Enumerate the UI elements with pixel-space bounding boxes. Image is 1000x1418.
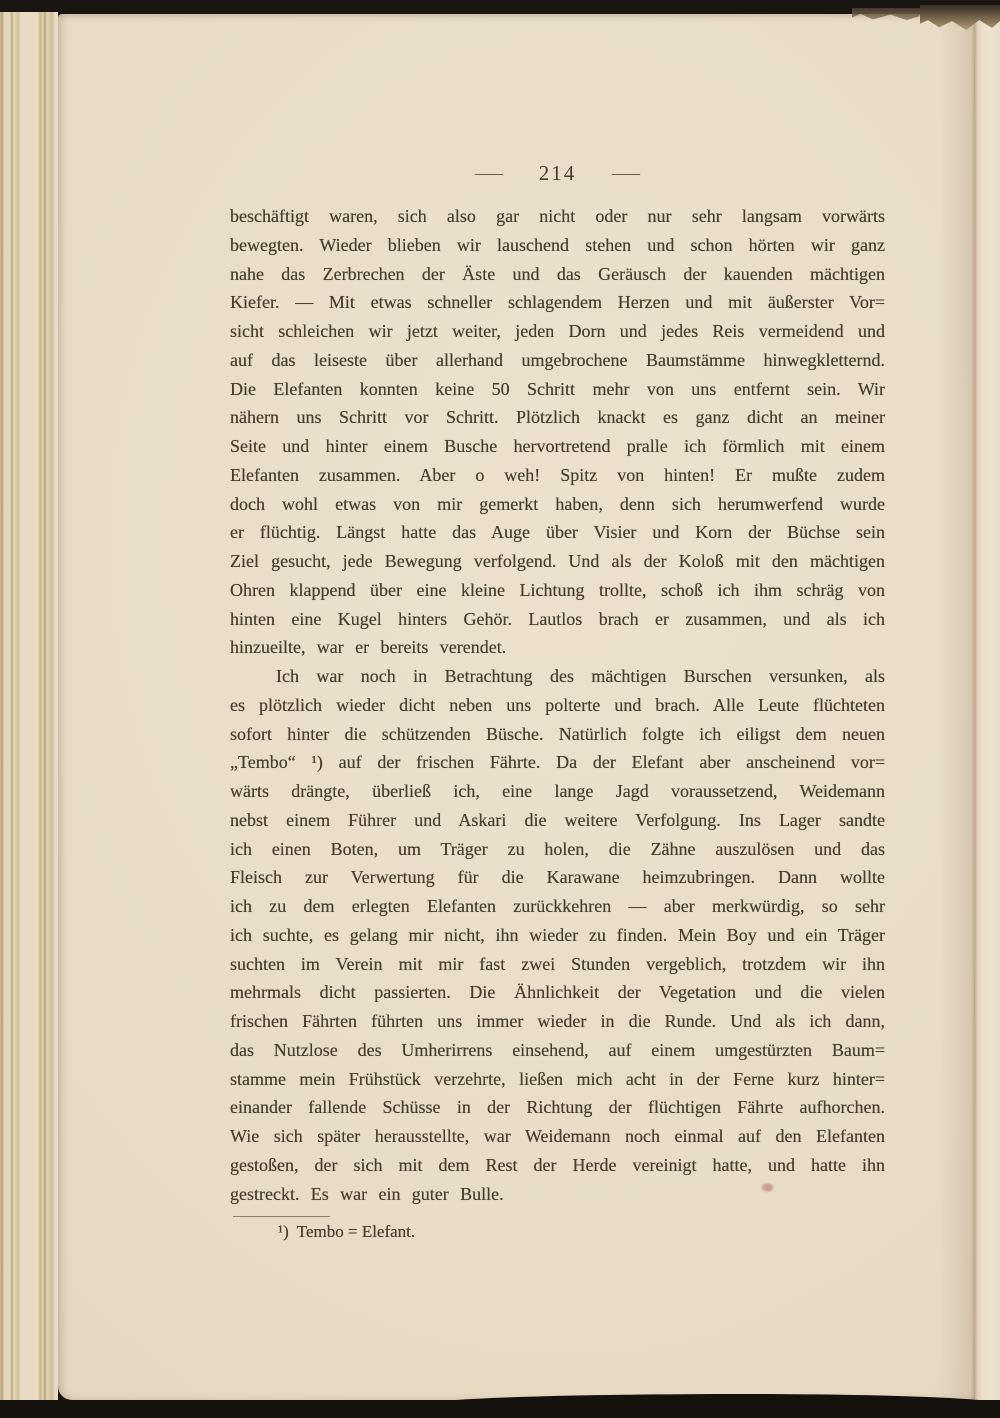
text-line: hinzueilte, war er bereits verendet. <box>230 637 507 658</box>
text-line: sicht schleichen wir jetzt weiter, jeden Dorn und jedes Reis vermeidend und <box>230 321 885 341</box>
header-dash-right: — <box>612 161 641 184</box>
text-line: Ziel gesucht, jede Bewegung verfolgend. Und als der Koloß mit den mächtigen <box>230 551 885 571</box>
stain-spot <box>760 1182 775 1193</box>
top-shadow-band <box>0 0 1000 13</box>
page-header <box>230 158 885 188</box>
text-line: frischen Fährten führten uns immer wieder in die Runde. Und als ich dann, <box>230 1011 885 1031</box>
text-line: gestoßen, der sich mit dem Rest der Herde vereinigt hatte, und hatte ihn <box>230 1154 885 1175</box>
text-line: auf das leiseste über allerhand umgebrochene Baumstämme hinwegkletternd. <box>230 349 885 370</box>
page-stack-edges <box>0 12 58 1406</box>
text-line: sofort hinter die schützenden Büsche. Natürlich folgte ich eiligst dem neuen <box>230 723 885 744</box>
binding-gutter <box>975 13 1000 1401</box>
text-line: Kiefer. — Mit etwas schneller schlagendem Herzen und mit äußerster Vor= <box>230 292 885 313</box>
footnote <box>230 1222 885 1242</box>
text-line: Fleisch zur Verwertung für die Karawane heimzubringen. Dann wollte <box>230 867 885 888</box>
text-line: suchten im Verein mit mir fast zwei Stunden vergeblich, trotzdem wir ihn <box>230 953 885 974</box>
text-line: nähern uns Schritt vor Schritt. Plötzlich knackt es ganz dicht an meiner <box>230 407 885 428</box>
text-line: er flüchtig. Längst hatte das Auge über Visier und Korn der Büchse sein <box>230 522 885 543</box>
text-line: mehrmals dicht passierten. Die Ähnlichkeit der Vegetation und die vielen <box>230 982 885 1003</box>
text-line: Wie sich später herausstellte, war Weidemann noch einmal auf den Elefanten <box>230 1126 885 1146</box>
text-line: nebst einem Führer und Askari die weitere Verfolgung. Ins Lager sandte <box>230 809 885 830</box>
text-line: es plötzlich wieder dicht neben uns polterte und brach. Alle Leute flüchteten <box>230 694 885 715</box>
page-surface <box>58 14 975 1400</box>
text-line: ich zu dem erlegten Elefanten zurückkehren — aber merkwürdig, so sehr <box>230 896 885 916</box>
text-line: gestreckt. Es war ein guter Bulle. <box>230 1183 504 1204</box>
text-line: doch wohl etwas von mir gemerkt haben, denn sich herumwerfend wurde <box>230 493 885 514</box>
text-line: stamme mein Frühstück verzehrte, ließen mich acht in der Ferne kurz hinter= <box>230 1068 885 1089</box>
text-line: ich suchte, es gelang mir nicht, ihn wieder zu finden. Mein Boy und ein Träger <box>230 924 885 945</box>
text-line: wärts drängte, überließ ich, eine lange Jagd voraussetzend, Weidemann <box>230 781 885 801</box>
text-line: Die Elefanten konnten keine 50 Schritt mehr von uns entfernt sein. Wir <box>230 378 885 399</box>
text-line: „Tembo“ ¹) auf der frischen Fährte. Da der Elefant aber anscheinend vor= <box>230 752 885 773</box>
text-line: einander fallende Schüsse in der Richtung der flüchtigen Fährte aufhorchen. <box>230 1097 885 1118</box>
bottom-shadow-band <box>0 1400 1000 1418</box>
text-line: das Nutzlose des Umherirrens einsehend, auf einem umgestürzten Baum= <box>230 1039 885 1060</box>
text-line: Ich war noch in Betrachtung des mächtigen Burschen versunken, als <box>276 666 885 686</box>
body-text <box>230 202 885 1208</box>
text-line: bewegten. Wieder blieben wir lauschend stehen und schon hörten wir ganz <box>230 234 885 255</box>
page-number: 214 <box>538 160 577 185</box>
text-line: ich einen Boten, um Träger zu holen, die Zähne auszulösen und das <box>230 838 885 859</box>
footnote-rule <box>233 1216 330 1217</box>
footnote-marker: ¹) <box>278 1222 289 1241</box>
text-line: Elefanten zusammen. Aber o weh! Spitz von hinten! Er mußte zudem <box>230 464 885 485</box>
text-line: beschäftigt waren, sich also gar nicht oder nur sehr langsam vorwärts <box>230 206 885 226</box>
header-dash-left: — <box>474 161 503 184</box>
text-line: nahe das Zerbrechen der Äste und das Geräusch der kauenden mächtigen <box>230 263 885 284</box>
text-line: hinten eine Kugel hinters Gehör. Lautlos brach er zusammen, und als ich <box>230 608 885 629</box>
text-line: Seite und hinter einem Busche hervortretend pralle ich förmlich mit einem <box>230 436 885 456</box>
text-line: Ohren klappend über eine kleine Lichtung trollte, schoß ich ihm schräg von <box>230 579 885 600</box>
footnote-text: Tembo = Elefant. <box>296 1222 416 1241</box>
